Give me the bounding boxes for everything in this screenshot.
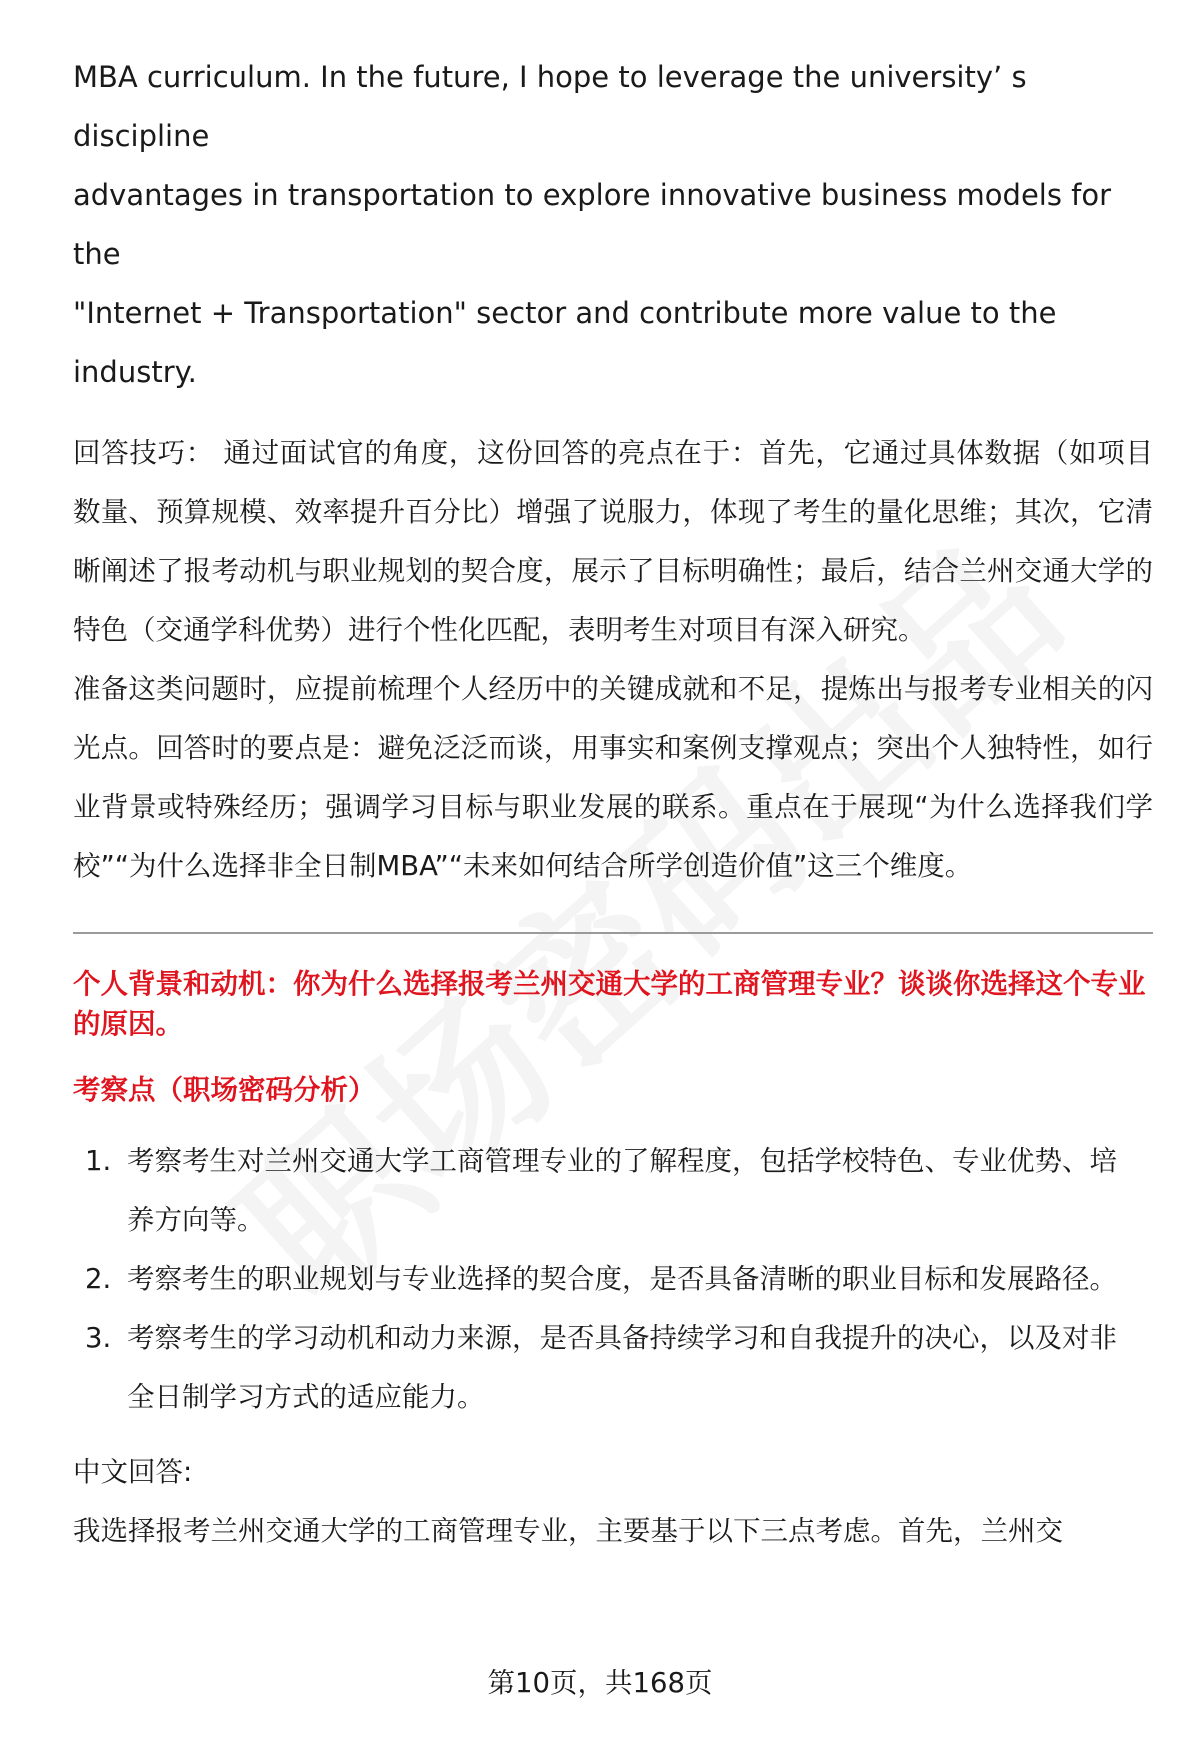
section-divider (73, 932, 1153, 934)
section-heading: 考察点（职场密码分析） (73, 1074, 376, 1106)
list-item-text: 考察考生的职业规划与专业选择的契合度，是否具备清晰的职业目标和发展路径。 (127, 1263, 1117, 1295)
list-item (73, 1309, 1127, 1427)
english-line: advantages in transportation to explore innovative business models for the (73, 178, 1112, 271)
preparation-paragraph: 准备这类问题时，应提前梳理个人经历中的关键成就和不足，提炼出与报考专业相关的闪光点。回答时的要点是：避免泛泛而谈，用事实和案例支撑观点；突出个人独特性，如行业背景或特殊经历；强调学习目标与职业发展的联系。重点在于展现“为什么选择我们学校”“为什么选择非全日制MBA”“未来如何结合所学创造价值”这三个维度。 (73, 673, 1153, 882)
english-line: MBA curriculum. In the future, I hope to leverage the university’ s discipline (73, 60, 1027, 153)
english-answer-paragraph (73, 48, 1163, 402)
page-content (73, 48, 1153, 1561)
chinese-answer-label: 中文回答: (73, 1456, 193, 1488)
list-item (73, 1250, 1127, 1309)
list-item (73, 1132, 1127, 1250)
english-line: industry. (73, 355, 197, 389)
list-item-text: 考察考生对兰州交通大学工商管理专业的了解程度，包括学校特色、专业优势、培养方向等。 (127, 1145, 1117, 1236)
interview-question: 个人背景和动机：你为什么选择报考兰州交通大学的工商管理专业？谈谈你选择这个专业的原因。 (73, 968, 1146, 1040)
answer-tips-paragraph: 回答技巧： 通过面试官的角度，这份回答的亮点在于：首先，它通过具体数据（如项目数量、预算规模、效率提升百分比）增强了说服力，体现了考生的量化思维；其次，它清晰阐述了报考动机与职业规划的契合度，展示了目标明确性；最后，结合兰州交通大学的特色（交通学科优势）进行个性化匹配，表明考生对项目有深入研究。 (73, 437, 1153, 646)
list-item-text: 考察考生的学习动机和动力来源，是否具备持续学习和自我提升的决心，以及对非全日制学习方式的适应能力。 (127, 1322, 1117, 1413)
list-item-number: 1. (85, 1145, 112, 1177)
page-number-footer: 第10页，共168页 (487, 1667, 713, 1699)
chinese-answer-start: 我选择报考兰州交通大学的工商管理专业，主要基于以下三点考虑。首先，兰州交 (73, 1515, 1063, 1547)
english-line: "Internet + Transportation" sector and contribute more value to the (73, 296, 1057, 330)
assessment-points-list (73, 1132, 1153, 1427)
list-item-number: 3. (85, 1322, 112, 1354)
list-item-number: 2. (85, 1263, 112, 1295)
